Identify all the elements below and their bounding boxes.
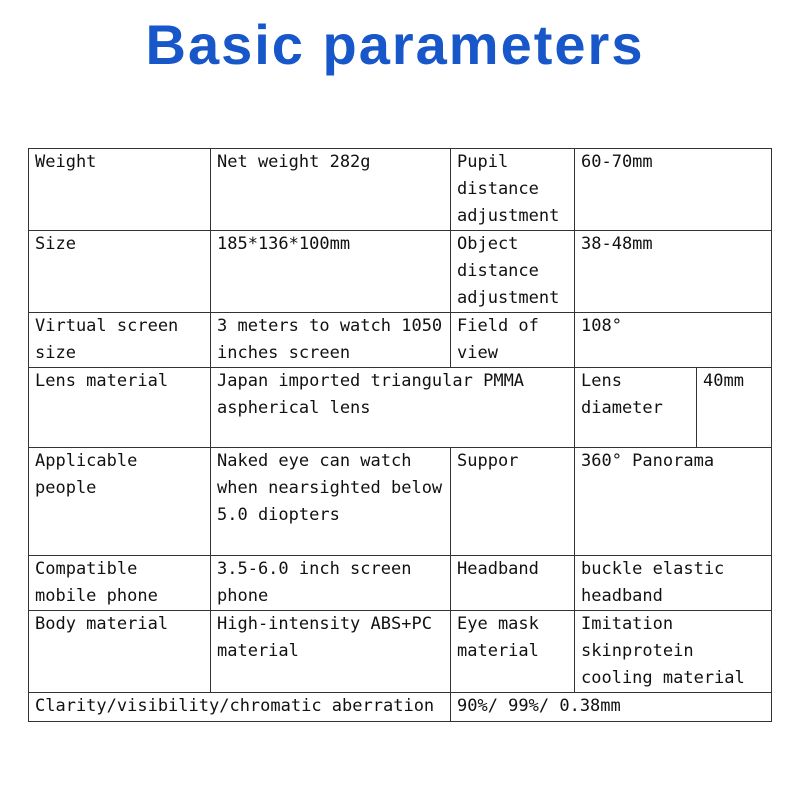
applicable-people-label: Applicable people: [29, 448, 211, 556]
object-distance-value: 38-48mm: [575, 231, 772, 313]
body-material-value: High-intensity ABS+PC material: [211, 611, 451, 693]
field-of-view-value: 108°: [575, 313, 772, 368]
page-title: Basic parameters: [145, 13, 645, 76]
headband-value: buckle elastic headband: [575, 556, 772, 611]
pupil-distance-label: Pupil distance adjustment: [451, 149, 575, 231]
weight-value: Net weight 282g: [211, 149, 451, 231]
size-label: Size: [29, 231, 211, 313]
lens-diameter-value: 40mm: [697, 368, 772, 448]
eye-mask-value: Imitation skinprotein cooling material: [575, 611, 772, 693]
eye-mask-label: Eye mask material: [451, 611, 575, 693]
headband-label: Headband: [451, 556, 575, 611]
table-row: [29, 149, 772, 231]
table-row: [29, 313, 772, 368]
support-value: 360° Panorama: [575, 448, 772, 556]
lens-material-value: Japan imported triangular PMMA aspherical lens: [211, 368, 575, 448]
field-of-view-label: Field of view: [451, 313, 575, 368]
table-row: [29, 693, 772, 722]
size-value: 185*136*100mm: [211, 231, 451, 313]
compatible-phone-label: Compatible mobile phone: [29, 556, 211, 611]
table-row: [29, 231, 772, 313]
lens-material-label: Lens material: [29, 368, 211, 448]
table-row: [29, 448, 772, 556]
virtual-screen-label: Virtual screen size: [29, 313, 211, 368]
compatible-phone-value: 3.5-6.0 inch screen phone: [211, 556, 451, 611]
pupil-distance-value: 60-70mm: [575, 149, 772, 231]
lens-diameter-label: Lens diameter: [575, 368, 697, 448]
body-material-label: Body material: [29, 611, 211, 693]
object-distance-label: Object distance adjustment: [451, 231, 575, 313]
clarity-value: 90%/ 99%/ 0.38mm: [451, 693, 772, 722]
table-row: [29, 556, 772, 611]
table-row: [29, 611, 772, 693]
virtual-screen-value: 3 meters to watch 1050 inches screen: [211, 313, 451, 368]
parameters-table: [28, 148, 772, 722]
applicable-people-value: Naked eye can watch when nearsighted below 5.0 diopters: [211, 448, 451, 556]
weight-label: Weight: [29, 149, 211, 231]
support-label: Suppor: [451, 448, 575, 556]
clarity-label: Clarity/visibility/chromatic aberration: [29, 693, 451, 722]
table-row: [29, 368, 772, 448]
